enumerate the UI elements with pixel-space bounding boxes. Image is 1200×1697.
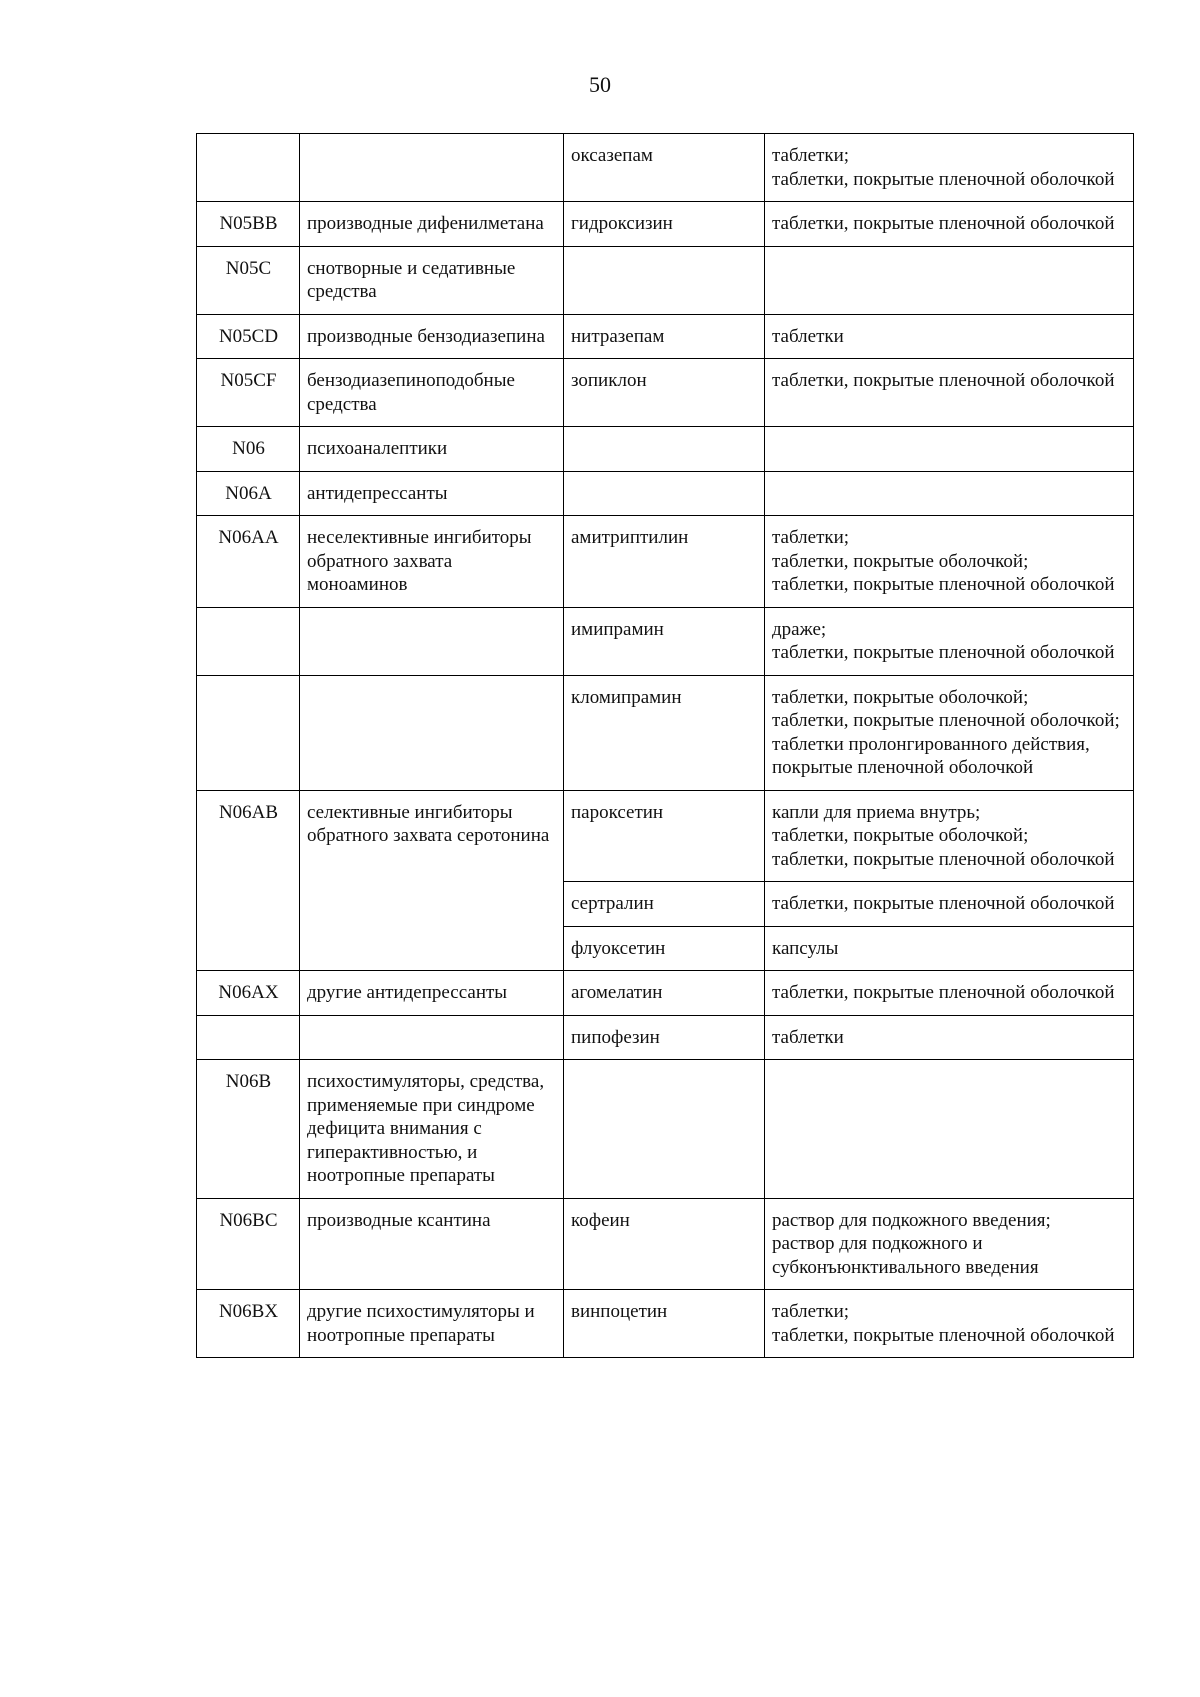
atc-code-cell xyxy=(197,607,300,675)
group-cell: психостимуляторы, средства, применяемые при синдроме дефицита внимания с гиперактивностью, и ноотропные препараты xyxy=(300,1060,564,1199)
table-row xyxy=(197,607,1134,675)
dosage-forms-cell xyxy=(765,1290,1134,1358)
dosage-forms-cell xyxy=(765,516,1134,608)
group-cell: производные дифенилметана xyxy=(300,202,564,247)
atc-code-cell: N05CF xyxy=(197,359,300,427)
dosage-forms-cell xyxy=(765,1198,1134,1290)
dosage-forms-cell xyxy=(765,971,1134,1016)
dosage-form: таблетки, покрытые пленочной оболочкой xyxy=(772,1324,1115,1346)
dosage-forms-cell xyxy=(765,607,1134,675)
dosage-forms-cell xyxy=(765,1015,1134,1060)
dosage-forms-cell xyxy=(765,790,1134,882)
dosage-form: таблетки; xyxy=(772,527,850,548)
group-cell: неселективные ингибиторы обратного захвата моноаминов xyxy=(300,516,564,608)
dosage-form: таблетки; xyxy=(772,145,850,166)
dosage-form: таблетки, покрытые пленочной оболочкой xyxy=(772,574,1115,595)
group-cell: антидепрессанты xyxy=(300,471,564,516)
drug-cell: оксазепам xyxy=(564,134,765,202)
drug-cell xyxy=(564,471,765,516)
dosage-form: капсулы xyxy=(772,937,839,959)
table-row xyxy=(197,790,1134,882)
dosage-form: таблетки пролонгированного действия, покрытые пленочной оболочкой xyxy=(772,733,1090,778)
table-row xyxy=(197,427,1134,472)
table-row xyxy=(197,971,1134,1016)
group-cell: бензодиазепиноподобные средства xyxy=(300,359,564,427)
dosage-form: таблетки, покрытые пленочной оболочкой xyxy=(772,370,1115,391)
table-row xyxy=(197,314,1134,359)
drug-cell: флуоксетин xyxy=(564,926,765,971)
dosage-form: таблетки, покрытые оболочкой; xyxy=(772,686,1029,708)
drug-cell: пароксетин xyxy=(564,790,765,882)
drug-cell: кофеин xyxy=(564,1198,765,1290)
dosage-form: таблетки, покрытые пленочной оболочкой xyxy=(772,982,1115,1003)
atc-code-cell: N06B xyxy=(197,1060,300,1199)
dosage-forms-cell xyxy=(765,926,1134,971)
page-number: 50 xyxy=(589,72,611,97)
dosage-form: таблетки; xyxy=(772,1301,850,1322)
table-row xyxy=(197,1198,1134,1290)
dosage-form: таблетки, покрытые пленочной оболочкой xyxy=(772,168,1115,190)
group-cell xyxy=(300,607,564,675)
table-row xyxy=(197,246,1134,314)
dosage-form: таблетки, покрытые пленочной оболочкой; xyxy=(772,710,1120,731)
dosage-forms-cell xyxy=(765,314,1134,359)
group-cell: другие антидепрессанты xyxy=(300,971,564,1016)
table-row xyxy=(197,675,1134,790)
dosage-forms-cell xyxy=(765,359,1134,427)
atc-code-cell xyxy=(197,675,300,790)
drug-cell: гидроксизин xyxy=(564,202,765,247)
atc-code-cell: N05BB xyxy=(197,202,300,247)
dosage-forms-cell xyxy=(765,427,1134,472)
group-cell xyxy=(300,675,564,790)
dosage-form: таблетки, покрытые пленочной оболочкой xyxy=(772,848,1115,870)
drug-cell: амитриптилин xyxy=(564,516,765,608)
dosage-forms-cell xyxy=(765,202,1134,247)
dosage-form: драже; xyxy=(772,618,827,640)
table-row xyxy=(197,134,1134,202)
group-cell: селективные ингибиторы обратного захвата серотонина xyxy=(300,790,564,971)
drug-cell: зопиклон xyxy=(564,359,765,427)
dosage-forms-cell xyxy=(765,882,1134,927)
drug-cell xyxy=(564,1060,765,1199)
atc-code-cell: N06AX xyxy=(197,971,300,1016)
dosage-form: таблетки xyxy=(772,325,844,347)
table-row xyxy=(197,471,1134,516)
drug-table xyxy=(196,133,1134,1358)
dosage-forms-cell xyxy=(765,246,1134,314)
drug-cell: нитразепам xyxy=(564,314,765,359)
atc-code-cell: N06A xyxy=(197,471,300,516)
table-row xyxy=(197,1060,1134,1199)
dosage-forms-cell xyxy=(765,471,1134,516)
atc-code-cell: N06 xyxy=(197,427,300,472)
atc-code-cell: N05C xyxy=(197,246,300,314)
group-cell xyxy=(300,1015,564,1060)
table-row xyxy=(197,516,1134,608)
dosage-form: таблетки xyxy=(772,1026,844,1048)
group-cell: снотворные и седативные средства xyxy=(300,246,564,314)
atc-code-cell: N06BC xyxy=(197,1198,300,1290)
drug-cell: сертралин xyxy=(564,882,765,927)
table-row xyxy=(197,359,1134,427)
atc-code-cell: N05CD xyxy=(197,314,300,359)
atc-code-cell: N06AA xyxy=(197,516,300,608)
atc-code-cell xyxy=(197,134,300,202)
atc-code-cell xyxy=(197,1015,300,1060)
dosage-form: таблетки, покрытые пленочной оболочкой xyxy=(772,642,1115,663)
drug-cell: агомелатин xyxy=(564,971,765,1016)
drug-cell: винпоцетин xyxy=(564,1290,765,1358)
dosage-forms-cell xyxy=(765,1060,1134,1199)
atc-code-cell: N06BX xyxy=(197,1290,300,1358)
dosage-form: таблетки, покрытые пленочной оболочкой xyxy=(772,213,1115,234)
drug-cell xyxy=(564,427,765,472)
dosage-form: раствор для подкожного и субконъюнктивального введения xyxy=(772,1233,1039,1278)
group-cell: другие психостимуляторы и ноотропные препараты xyxy=(300,1290,564,1358)
drug-cell: кломипрамин xyxy=(564,675,765,790)
dosage-forms-cell xyxy=(765,675,1134,790)
dosage-form: капли для приема внутрь; xyxy=(772,801,981,823)
table-row xyxy=(197,1015,1134,1060)
group-cell xyxy=(300,134,564,202)
dosage-form: раствор для подкожного введения; xyxy=(772,1209,1051,1231)
atc-code-cell: N06AB xyxy=(197,790,300,971)
group-cell: производные бензодиазепина xyxy=(300,314,564,359)
drug-cell xyxy=(564,246,765,314)
table-row xyxy=(197,1290,1134,1358)
group-cell: психоаналептики xyxy=(300,427,564,472)
group-cell: производные ксантина xyxy=(300,1198,564,1290)
drug-cell: имипрамин xyxy=(564,607,765,675)
dosage-forms-cell xyxy=(765,134,1134,202)
drug-cell: пипофезин xyxy=(564,1015,765,1060)
dosage-form: таблетки, покрытые оболочкой; xyxy=(772,825,1029,846)
dosage-form: таблетки, покрытые пленочной оболочкой xyxy=(772,893,1115,914)
table-row xyxy=(197,202,1134,247)
dosage-form: таблетки, покрытые оболочкой; xyxy=(772,550,1029,572)
